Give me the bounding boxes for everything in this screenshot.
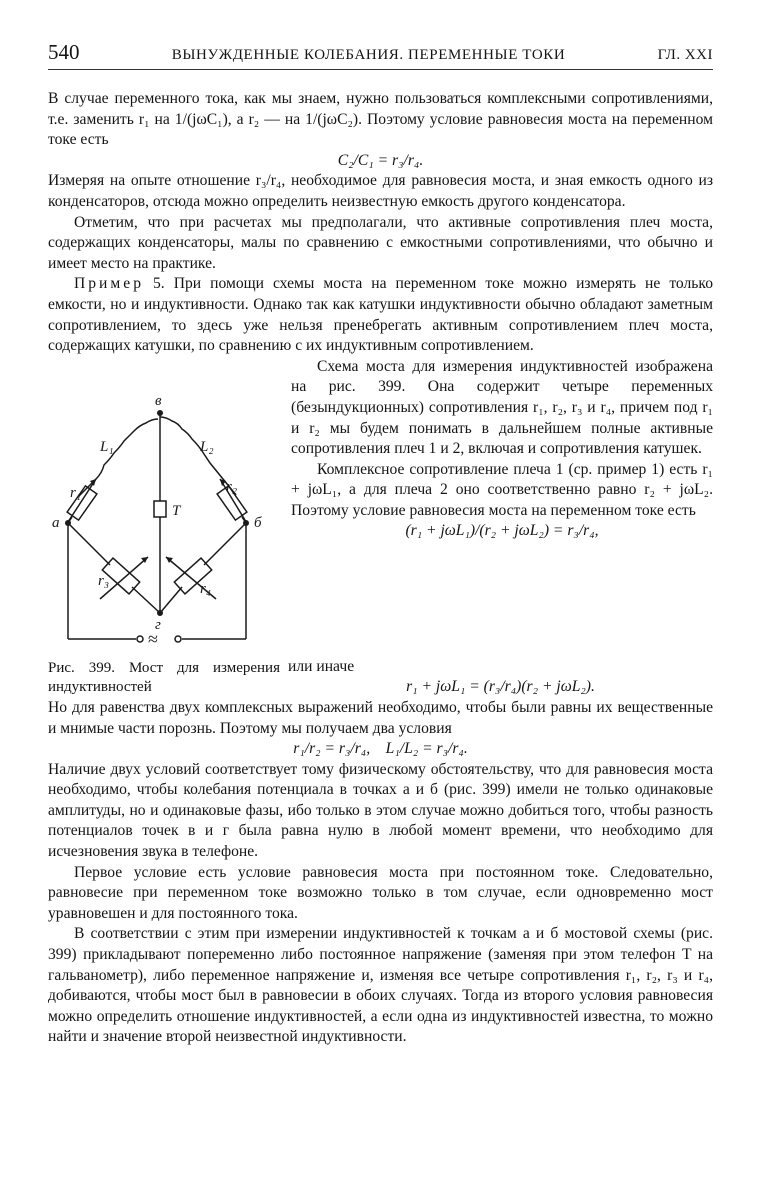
- paragraph: В случае переменного тока, как мы знаем, нужно пользоваться комплексными сопротивлениями, т.е. заменить r₁ на 1/(jωC₁), а r₂ — на 1/(jωC₂). Поэтому условие равновесия моста на переменном токе есть: [48, 90, 713, 149]
- inductor-l2: [160, 417, 236, 495]
- equation: (r₁ + jωL₁)/(r₂ + jωL₂) = r₃/r₄,: [405, 522, 599, 540]
- figure-side-text: [291, 357, 713, 657]
- source-label: ≈: [148, 628, 158, 649]
- resistor-label-r3: r₃: [98, 572, 110, 589]
- paragraph: Но для равенства двух комплексных выражений необходимо, чтобы были равны их вещественные и мнимые части порознь. Поэтому мы получаем два условия: [48, 698, 713, 737]
- node-label-right: б: [254, 514, 262, 531]
- chapter-label: ГЛ. XXI: [657, 47, 713, 63]
- example-label: Пример: [74, 275, 144, 293]
- figure-block: [48, 357, 713, 657]
- equation: r₁ + jωL₁ = (r₃/r₄)(r₂ + jωL₂).: [406, 678, 595, 696]
- paragraph: или иначе: [288, 657, 355, 675]
- telephone-label: T: [172, 502, 181, 519]
- page: [48, 40, 713, 1048]
- caption-row: [48, 657, 713, 698]
- resistor-label-r1: r₁: [70, 484, 82, 501]
- running-title: ВЫНУЖДЕННЫЕ КОЛЕБАНИЯ. ПЕРЕМЕННЫЕ ТОКИ: [171, 47, 566, 63]
- paragraph: Схема моста для измерения индуктивностей изображена на рис. 399. Она содержит четыре переменных (безындукционных) сопротивления r₁, r₂, r₃ и r₄, причем под r₁ и r₂ мы будем понимать в дальнейшем полные активные сопротивления плеч 1 и 2, включая и сопротивления катушек.: [291, 357, 713, 458]
- figure: [48, 357, 276, 657]
- page-number: 540: [48, 40, 80, 64]
- node-label-top: в: [155, 392, 162, 409]
- paragraph: Комплексное сопротивление плеча 1 (ср. пример 1) есть r₁ + jωL₁, а для плеча 2 оно соответственно равно r₂ + jωL₂. Поэтому условие равновесия моста на переменном токе есть: [291, 460, 713, 519]
- equation: C₂/C₁ = r₃/r₄.: [337, 151, 424, 169]
- figure-caption: Рис. 399. Мост для измерения индуктивностей: [48, 659, 280, 695]
- paragraph: Первое условие есть условие равновесия моста при постоянном токе. Следовательно, равновесие при переменном токе возможно только в том случае, если одновременно мост уравновешен и для постоянного тока.: [48, 863, 713, 922]
- paragraph: В соответствии с этим при измерении индуктивностей к точкам а и б мостовой схемы (рис. 399) прикладывают попеременно либо постоянное напряжение (заменяя при этом телефон T на гальванометр), либо переменное напряжение и, изменяя все четыре сопротивления r₁, r₂, r₃ и r₄, добиваются, чтобы мост был в равновесии в обоих случаях. Тогда из второго условия равновесия можно определить отношение индуктивностей, а если одна из индуктивностей известна, то можно найти и значение второй неизвестной индуктивности.: [48, 925, 713, 1046]
- running-header: [48, 40, 713, 70]
- caption-side-text: [288, 657, 713, 698]
- bridge-circuit-diagram: [48, 367, 276, 657]
- resistor-label-r2: r₂: [226, 478, 238, 495]
- example-text: 5. При помощи схемы моста на переменном токе можно измерять не только емкости, но и индуктивности. Однако так как катушки индуктивности обычно обладают заметным сопротивлением, то здесь уже нельзя пренебрегать активным сопротивлением плеч моста, содержащих катушки, по сравнению с их индуктивным сопротивлением.: [48, 275, 713, 355]
- inductor-label-l2: L₂: [200, 438, 214, 455]
- paragraph: Измеряя на опыте отношение r₃/r₄, необходимое для равновесия моста, и зная емкость одного из конденсаторов, отсюда можно определить неизвестную емкость другого конденсатора.: [48, 172, 713, 210]
- inductor-l1: [78, 419, 158, 497]
- node-label-bottom: г: [155, 616, 161, 633]
- example-paragraph: [48, 274, 713, 356]
- inductor-label-l1: L₁: [100, 438, 114, 455]
- paragraph: Наличие двух условий соответствует тому физическому обстоятельству, что для равновесия моста необходимо, чтобы колебания потенциала в точках а и б (рис. 399) имели не только одинаковые амплитуды, но и одинаковые фазы, ибо только в этом случае можно добиться того, чтобы разность потенциалов точек в и г была равна нулю в любой момент времени, что необходимо для исчезновения звука в телефоне.: [48, 760, 713, 861]
- telephone: [154, 501, 166, 517]
- equation: r₁/r₂ = r₃/r₄, L₁/L₂ = r₃/r₄.: [293, 740, 468, 758]
- paragraph: Отметим, что при расчетах мы предполагали, что активные сопротивления плеч моста, содержащих конденсаторы, малы по сравнению с емкостными сопротивлениями, что обычно и имеет место на практике.: [48, 213, 713, 272]
- resistor-label-r4: r₄: [200, 580, 212, 597]
- body-text: [48, 89, 713, 1048]
- node-label-left: а: [52, 514, 60, 531]
